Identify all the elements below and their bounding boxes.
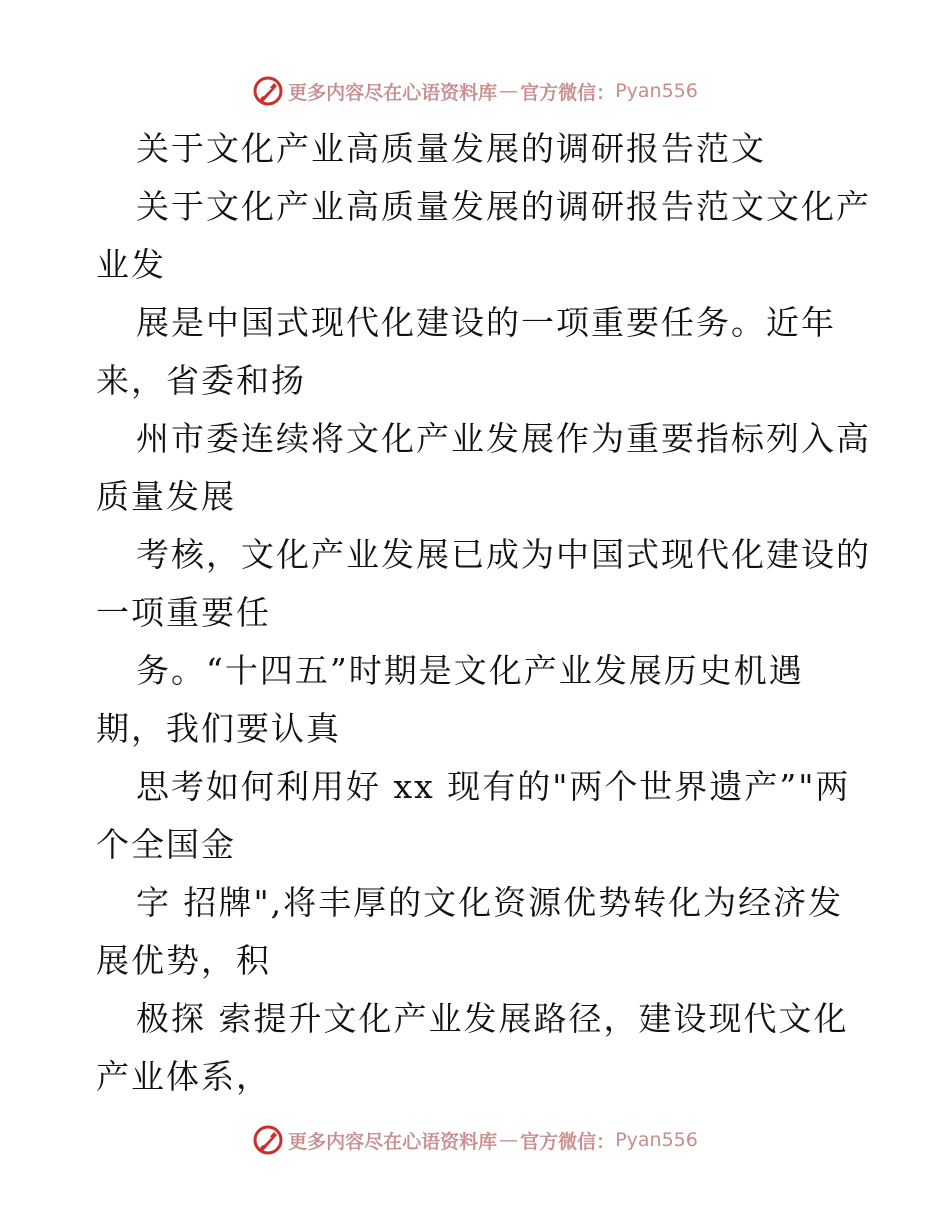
paragraph-line: 产业体系， bbox=[96, 1057, 271, 1096]
paragraph-line: 考核，文化产业发展已成为中国式现代化建设的 bbox=[136, 535, 871, 574]
footer-wechat-label: 官方微信： bbox=[520, 1130, 616, 1153]
document-body bbox=[96, 120, 871, 1106]
paragraph-line: 个全国金 bbox=[96, 825, 236, 864]
footer-wechat-id: Pyan556 bbox=[615, 1129, 698, 1151]
paragraph-line: 关于文化产业高质量发展的调研报告范文文化产 bbox=[136, 187, 871, 226]
header-brand-text: 更多内容尽在心语资料库 bbox=[288, 81, 498, 104]
document-title: 关于文化产业高质量发展的调研报告范文 bbox=[136, 129, 766, 168]
header-wechat-label: 官方微信： bbox=[520, 81, 616, 104]
paragraph-line: 来，省委和扬 bbox=[96, 361, 306, 400]
header-watermark bbox=[0, 71, 950, 111]
paragraph-line: 思考如何利用好 xx 现有的"两个世界遗产”"两 bbox=[136, 767, 851, 806]
paragraph-line: 业发 bbox=[96, 245, 166, 284]
paragraph-line: 务。“十四五”时期是文化产业发展历史机遇 bbox=[136, 651, 804, 690]
paragraph-line: 字 招牌",将丰厚的文化资源优势转化为经济发 bbox=[136, 883, 844, 922]
footer-watermark bbox=[0, 1120, 950, 1160]
header-wechat-id: Pyan556 bbox=[615, 80, 698, 102]
paragraph-line: 一项重要任 bbox=[96, 593, 271, 632]
footer-brand-text: 更多内容尽在心语资料库 bbox=[288, 1130, 498, 1153]
paragraph-line: 期，我们要认真 bbox=[96, 709, 341, 748]
pen-logo-icon bbox=[252, 1124, 284, 1156]
paragraph-line: 展优势，积 bbox=[96, 941, 271, 980]
paragraph-line: 极探 索提升文化产业发展路径，建设现代文化 bbox=[136, 999, 849, 1038]
footer-separator: — bbox=[499, 1129, 519, 1151]
paragraph-line: 展是中国式现代化建设的一项重要任务。近年 bbox=[136, 303, 836, 342]
paragraph-line: 州市委连续将文化产业发展作为重要指标列入高 bbox=[136, 419, 871, 458]
pen-logo-icon bbox=[252, 75, 284, 107]
header-separator: — bbox=[499, 80, 519, 102]
paragraph-line: 质量发展 bbox=[96, 477, 236, 516]
